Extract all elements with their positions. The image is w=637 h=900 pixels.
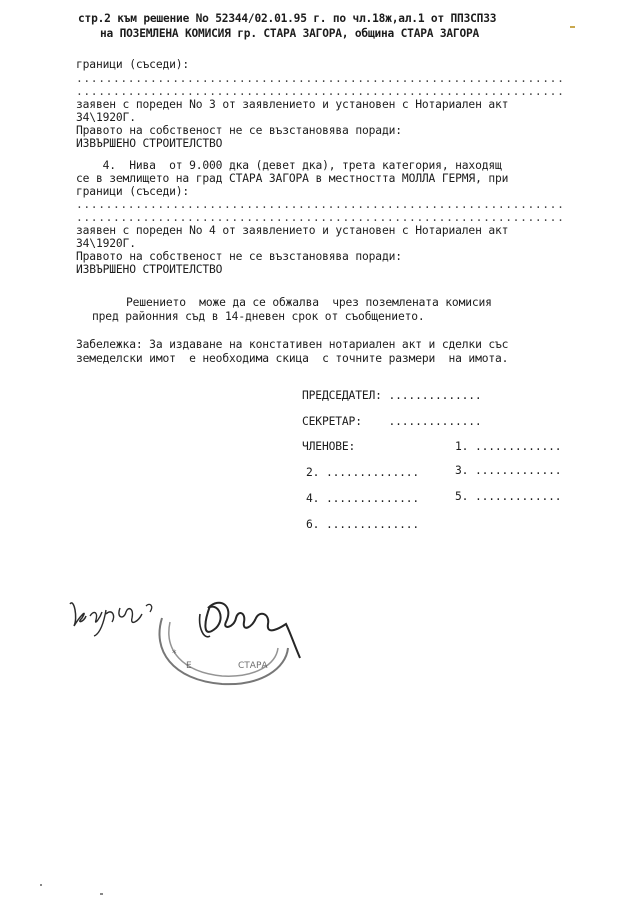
scan-speck xyxy=(100,893,103,895)
svg-text:*: * xyxy=(172,649,177,659)
note-line-2: земеделски имот е необходима скица с точните размери на имота. xyxy=(76,352,509,365)
member-6-line: 6. .............. xyxy=(306,518,420,531)
item3-deed: 34\1920Г. xyxy=(76,111,136,124)
header-line-2: на ПОЗЕМЛЕНА КОМИСИЯ гр. СТАРА ЗАГОРА, община СТАРА ЗАГОРА xyxy=(100,27,480,40)
member-1-line: 1. ............. xyxy=(455,440,562,453)
stamp-text: СТАРА xyxy=(238,661,268,671)
scan-speck xyxy=(40,884,42,886)
member-3-line: 3. ............. xyxy=(455,464,562,477)
note-line-1: Забележка: За издаване на констативен нотариален акт и сделки със xyxy=(76,338,509,351)
item3-reason: ИЗВЪРШЕНО СТРОИТЕЛСТВО xyxy=(76,137,223,150)
item4-dots-2: .................................................................. xyxy=(76,211,565,224)
appeal-line-2: пред районния съд в 14-дневен срок от съобщението. xyxy=(92,310,425,323)
item4-reason: ИЗВЪРШЕНО СТРОИТЕЛСТВО xyxy=(76,263,223,276)
member-2-line: 2. .............. xyxy=(306,466,420,479)
handwritten-signature xyxy=(190,588,310,668)
handwritten-certified-mark xyxy=(64,588,164,638)
members-label: ЧЛЕНОВЕ: xyxy=(302,440,356,453)
item4-deed: 34\1920Г. xyxy=(76,237,136,250)
item4-reason-label: Правото на собственост не се възстановява поради: xyxy=(76,250,402,263)
item3-boundaries-label: граници (съседи): xyxy=(76,58,190,71)
chairman-line: ПРЕДСЕДАТЕЛ: .............. xyxy=(302,389,482,402)
item4-line-2: се в землището на град СТАРА ЗАГОРА в местността МОЛЛА ГЕРМЯ, при xyxy=(76,172,509,185)
header-line-1: стр.2 към решение No 52344/02.01.95 г. по чл.18ж,ал.1 от ППЗСПЗЗ xyxy=(78,12,497,25)
item4-dots-1: .................................................................. xyxy=(76,198,565,211)
item3-declared: заявен с пореден No 3 от заявлението и установен с Нотариален акт xyxy=(76,98,509,111)
item4-line-1: 4. Нива от 9.000 дка (девет дка), трета категория, находящ xyxy=(76,159,502,172)
secretary-line: СЕКРЕТАР: .............. xyxy=(302,415,482,428)
item4-declared: заявен с пореден No 4 от заявлението и установен с Нотариален акт xyxy=(76,224,509,237)
scan-speck xyxy=(570,26,575,28)
item3-reason-label: Правото на собственост не се възстановява поради: xyxy=(76,124,402,137)
item3-dots-2: .................................................................. xyxy=(76,85,565,98)
member-5-line: 5. ............. xyxy=(455,490,562,503)
item3-dots-1: .................................................................. xyxy=(76,72,565,85)
svg-text:Е: Е xyxy=(186,661,192,671)
item4-boundaries-label: граници (съседи): xyxy=(76,185,190,198)
appeal-line-1: Решението може да се обжалва чрез поземлената комисия xyxy=(126,296,492,309)
member-4-line: 4. .............. xyxy=(306,492,420,505)
